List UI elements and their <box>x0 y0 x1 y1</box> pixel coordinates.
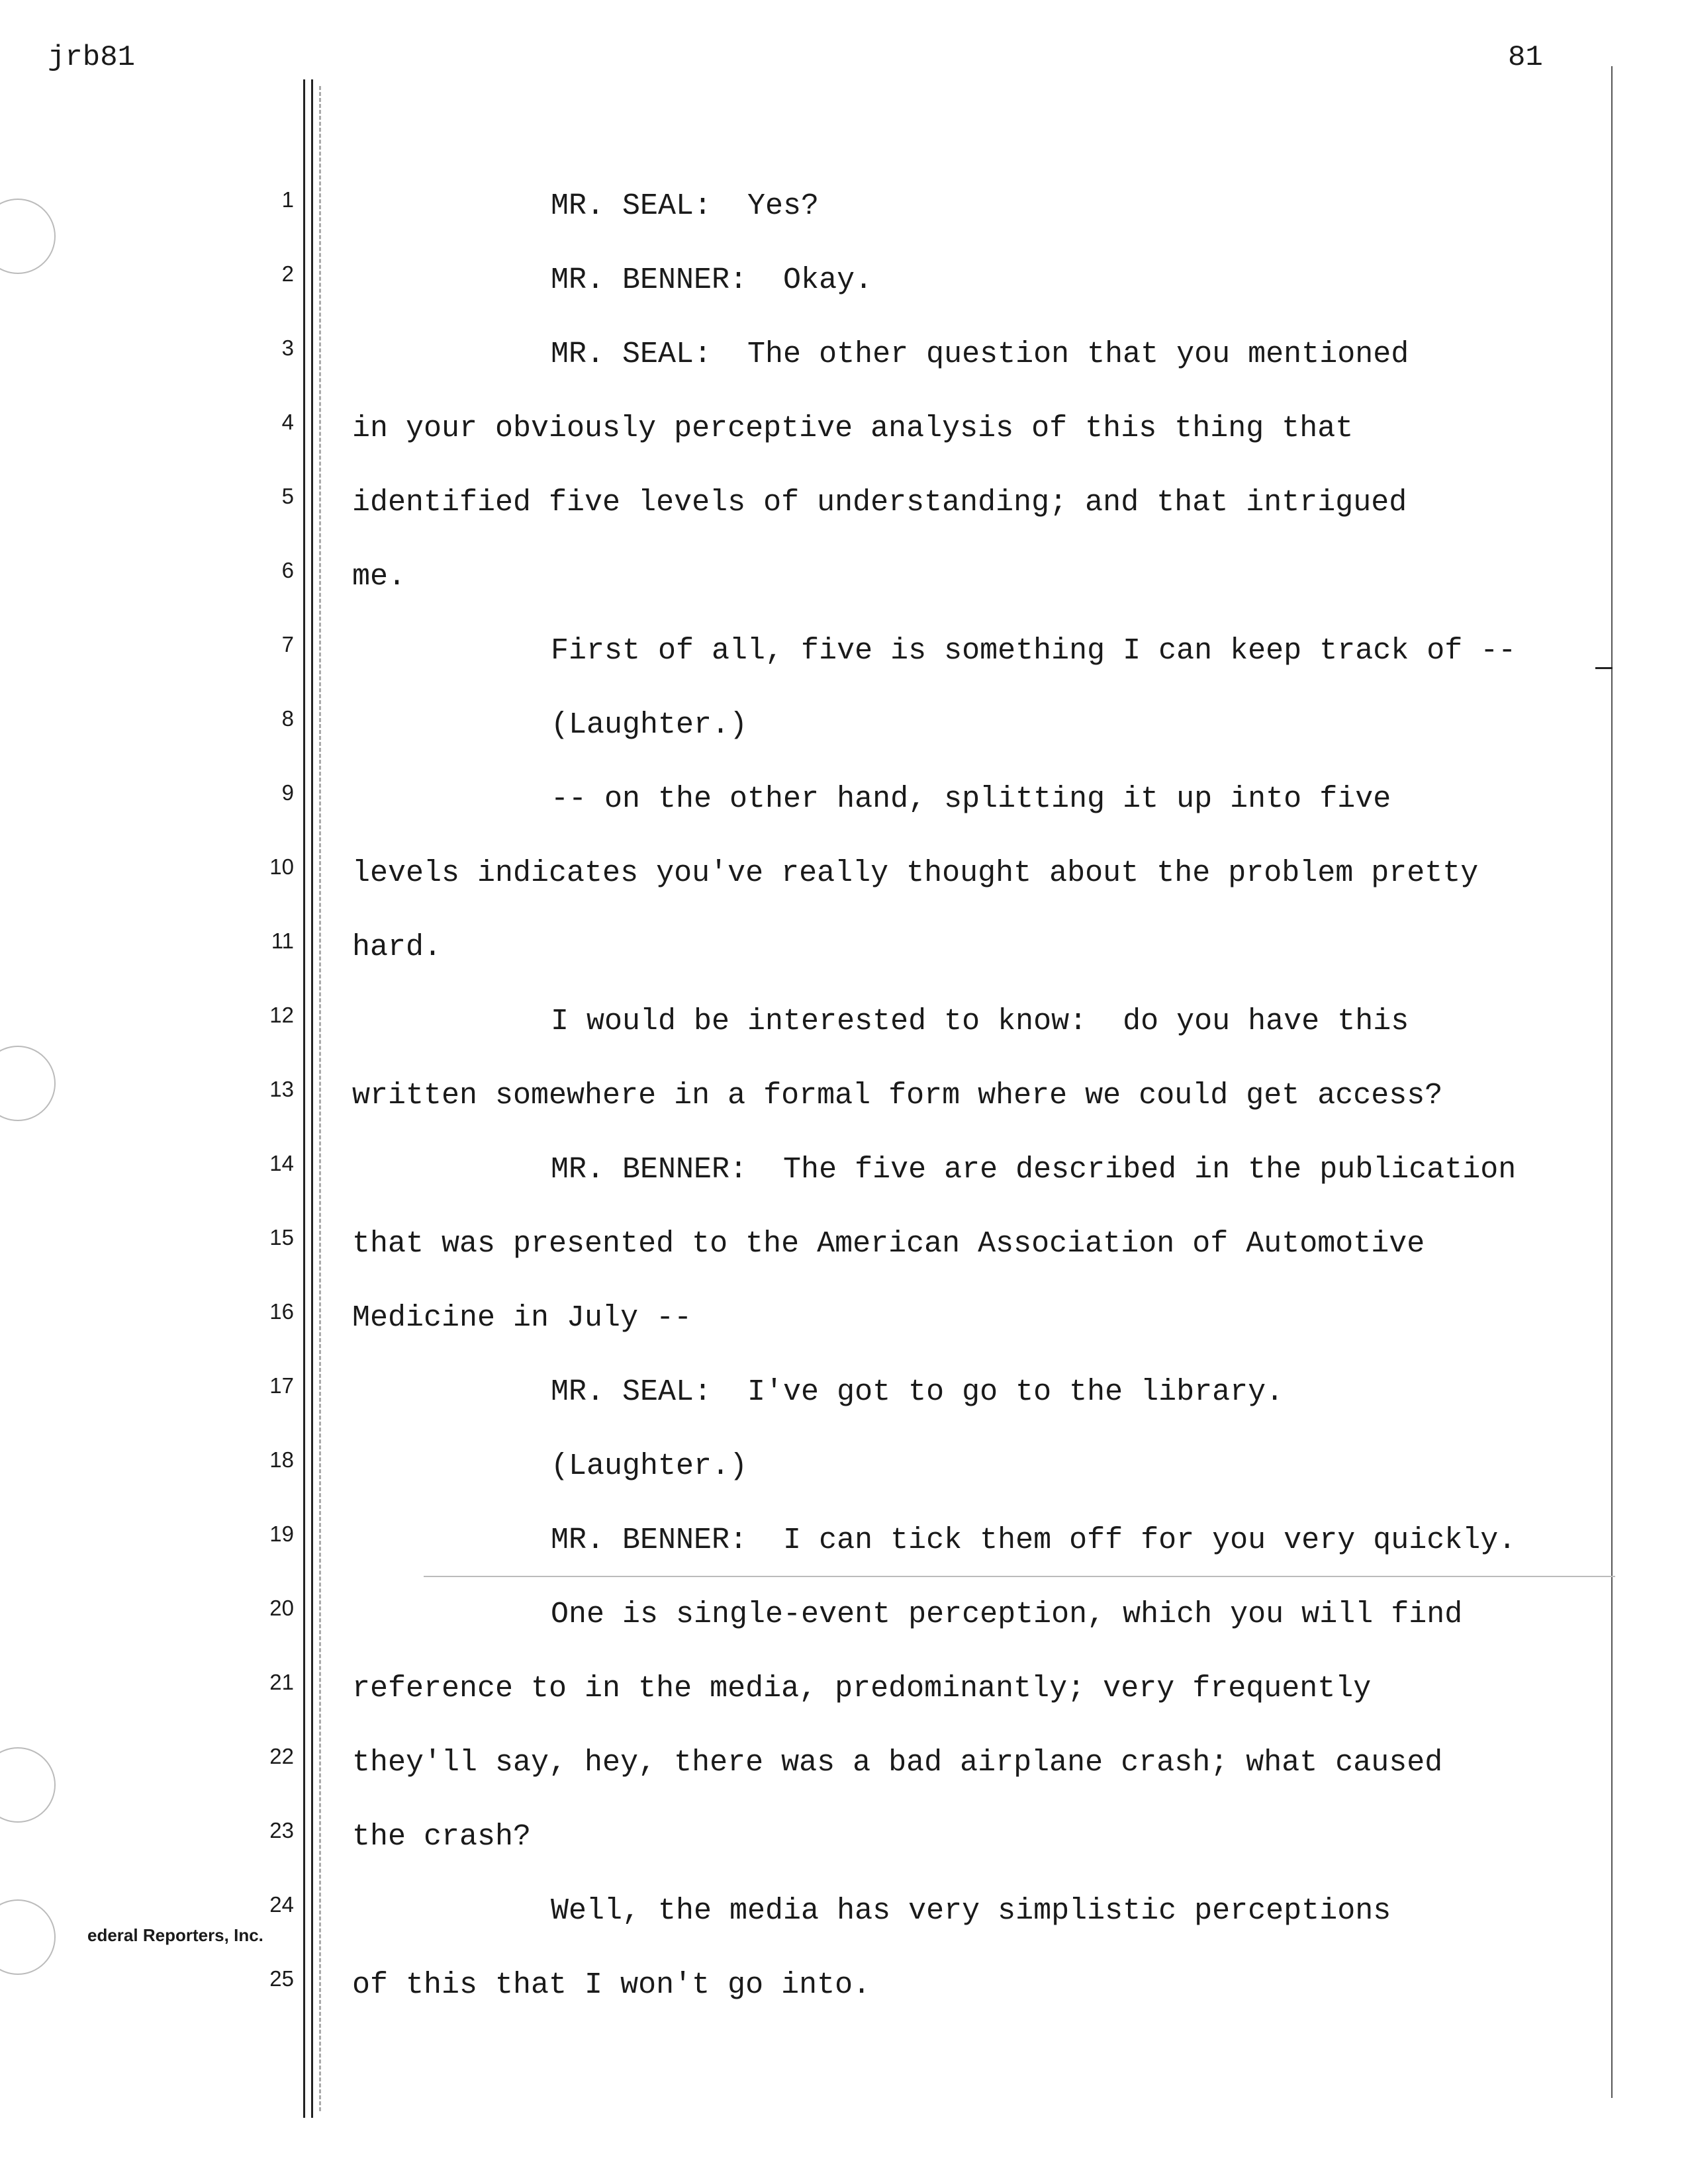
punch-hole <box>0 1046 56 1121</box>
left-margin-rule-outer <box>303 79 305 2118</box>
transcript-line: One is single-event perception, which you will find <box>551 1598 1463 1631</box>
scan-line-mark <box>424 1576 1615 1577</box>
transcript-line: I would be interested to know: do you have this <box>551 1005 1409 1038</box>
transcript-line: levels indicates you've really thought about the problem pretty <box>352 856 1479 890</box>
reporter-company-name: ederal Reporters, Inc. <box>87 1925 263 1945</box>
transcript-line: MR. SEAL: The other question that you mentioned <box>551 338 1409 371</box>
transcript-line: they'll say, hey, there was a bad airplane crash; what caused <box>352 1746 1443 1780</box>
left-margin-rule-inner <box>311 79 313 2118</box>
transcript-line: First of all, five is something I can keep track of -- <box>551 634 1517 668</box>
line-number: 19 <box>269 1522 294 1546</box>
scan-line-mark <box>1595 667 1613 669</box>
page-number: 81 <box>1508 41 1543 74</box>
line-number: 1 <box>281 187 294 212</box>
punch-hole <box>0 1747 56 1823</box>
transcript-line: MR. BENNER: I can tick them off for you very quickly. <box>551 1524 1517 1557</box>
line-number: 12 <box>269 1003 294 1027</box>
left-margin-dotted-rule <box>319 86 321 2111</box>
transcript-line: the crash? <box>352 1820 532 1854</box>
transcript-line: hard. <box>352 931 442 964</box>
transcript-line: MR. BENNER: The five are described in the publication <box>551 1153 1517 1187</box>
line-number: 15 <box>269 1225 294 1250</box>
transcript-line: that was presented to the American Association of Automotive <box>352 1227 1425 1261</box>
punch-hole <box>0 199 56 274</box>
transcript-line: reference to in the media, predominantly; very frequently <box>352 1672 1372 1706</box>
line-number: 10 <box>269 854 294 879</box>
line-number: 25 <box>269 1966 294 1991</box>
line-number: 6 <box>281 558 294 582</box>
transcript-line: (Laughter.) <box>551 708 748 742</box>
transcript-line: MR. BENNER: Okay. <box>551 263 873 297</box>
line-number: 2 <box>281 261 294 286</box>
line-number: 14 <box>269 1151 294 1175</box>
line-number: 8 <box>281 706 294 731</box>
transcript-line: of this that I won't go into. <box>352 1968 871 2002</box>
line-number: 21 <box>269 1670 294 1694</box>
transcript-line: in your obviously perceptive analysis of this thing that <box>352 412 1354 445</box>
line-number: 24 <box>269 1892 294 1917</box>
line-number: 13 <box>269 1077 294 1101</box>
line-number: 17 <box>269 1373 294 1398</box>
transcript-line: identified five levels of understanding; and that intrigued <box>352 486 1407 520</box>
line-number: 22 <box>269 1744 294 1768</box>
transcript-line: written somewhere in a formal form where we could get access? <box>352 1079 1443 1113</box>
line-number: 11 <box>271 929 294 953</box>
line-number: 7 <box>281 632 294 657</box>
line-number: 3 <box>281 336 294 360</box>
transcript-line: -- on the other hand, splitting it up into five <box>551 782 1391 816</box>
punch-hole <box>0 1899 56 1975</box>
transcript-line: MR. SEAL: I've got to go to the library. <box>551 1375 1284 1409</box>
line-number: 20 <box>269 1596 294 1620</box>
transcript-line: Well, the media has very simplistic perceptions <box>551 1894 1391 1928</box>
line-number: 23 <box>269 1818 294 1843</box>
line-number: 16 <box>269 1299 294 1324</box>
line-number: 4 <box>281 410 294 434</box>
transcript-line: me. <box>352 560 406 594</box>
line-number: 5 <box>281 484 294 508</box>
transcript-line: MR. SEAL: Yes? <box>551 189 820 223</box>
right-margin-rule <box>1611 66 1613 2098</box>
transcript-line: (Laughter.) <box>551 1449 748 1483</box>
line-number: 9 <box>281 780 294 805</box>
line-number: 18 <box>269 1447 294 1472</box>
transcript-line: Medicine in July -- <box>352 1301 692 1335</box>
page-id: jrb81 <box>48 41 136 74</box>
